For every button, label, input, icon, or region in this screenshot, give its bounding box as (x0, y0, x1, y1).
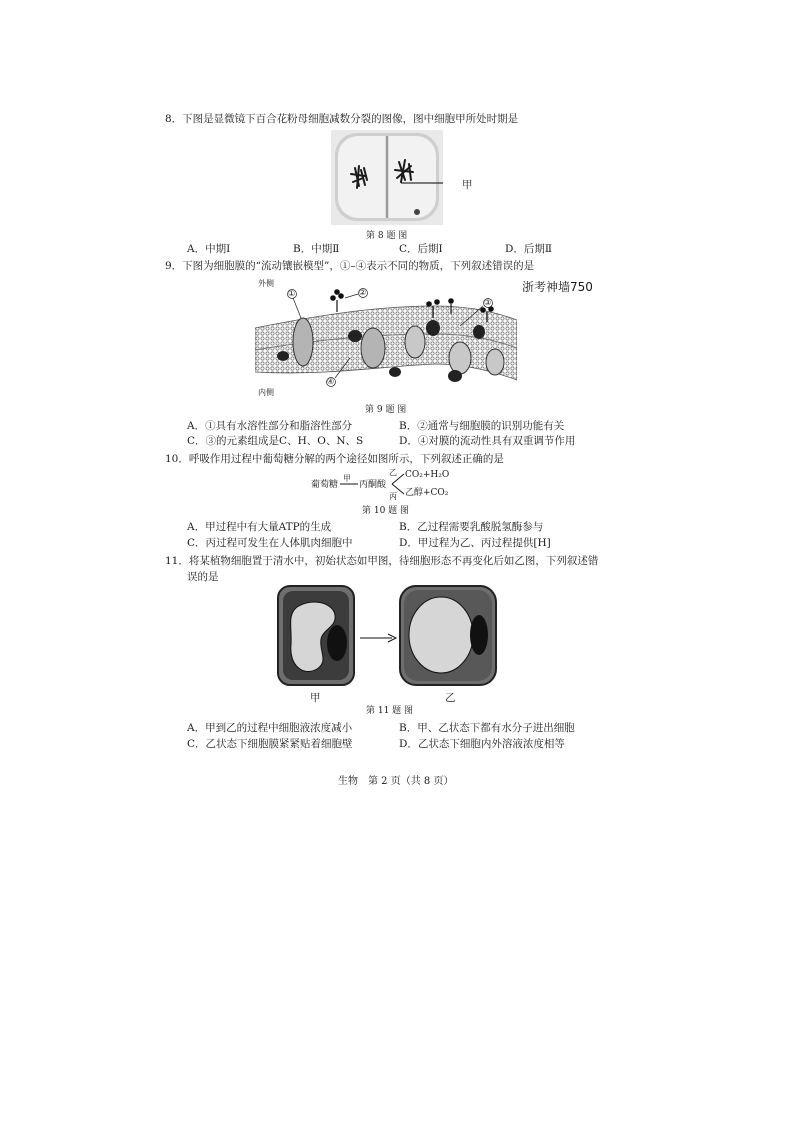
q10-stem: 10．呼吸作用过程中葡萄糖分解的两个途径如图所示，下列叙述正确的是 (165, 453, 504, 465)
q8-option-c[interactable]: C．后期Ⅰ (399, 243, 443, 255)
q9-option-d[interactable]: D．④对膜的流动性具有双重调节作用 (399, 435, 576, 447)
q8-option-d[interactable]: D．后期Ⅱ (505, 243, 553, 255)
q8-option-a[interactable]: A．中期Ⅰ (187, 243, 231, 255)
q9-marker-2: ② (359, 288, 367, 297)
q10-product-bing: 乙醇+CO₂ (405, 488, 449, 498)
q10-option-d[interactable]: D．甲过程为乙、丙过程提供[H] (399, 537, 551, 549)
q10-option-c[interactable]: C．丙过程可发生在人体肌肉细胞中 (187, 537, 353, 549)
q11-transition-arrow (358, 628, 398, 638)
q11-stem-line2: 误的是 (187, 571, 219, 583)
q10-step-yi: 乙 (389, 468, 397, 477)
q9-marker-3: ③ (484, 298, 492, 307)
q10-option-b[interactable]: B．乙过程需要乳酸脱氢酶参与 (399, 521, 544, 533)
q8-caption: 第 8 题 图 (366, 231, 408, 241)
q10-product-yi: CO₂+H₂O (405, 470, 450, 480)
q11-label-yi: 乙 (445, 692, 456, 704)
q9-caption: 第 9 题 图 (365, 405, 407, 415)
q11-option-a[interactable]: A．甲到乙的过程中细胞液浓度减小 (187, 722, 353, 734)
q10-glucose: 葡萄糖 (311, 480, 339, 490)
q10-step-bing: 丙 (389, 492, 397, 501)
q10-option-a[interactable]: A．甲过程中有大量ATP的生成 (187, 521, 332, 533)
q10-pyruvate: 丙酮酸 (359, 480, 387, 490)
q8-micrograph (331, 130, 443, 225)
q10-step-jia: 甲 (343, 474, 351, 483)
q10-caption: 第 10 题 图 (362, 506, 410, 516)
q8-option-b[interactable]: B．中期Ⅱ (293, 243, 340, 255)
q9-stem: 9．下图为细胞膜的“流动镶嵌模型”，①–④表示不同的物质，下列叙述错误的是 (165, 260, 535, 272)
page-footer: 生物 第 2 页（共 8 页） (338, 776, 454, 787)
q9-option-a[interactable]: A．①具有水溶性部分和脂溶性部分 (187, 420, 353, 432)
q11-option-c[interactable]: C．乙状态下细胞膜紧紧贴着细胞壁 (187, 738, 353, 750)
q11-stem-line1: 11．将某植物细胞置于清水中，初始状态如甲图，待细胞形态不再变化后如乙图，下列叙述错 (165, 555, 599, 567)
q8-stem: 8．下图是显微镜下百合花粉母细胞减数分裂的图像，图中细胞甲所处时期是 (165, 113, 519, 125)
q8-label-jia: 甲 (462, 179, 473, 191)
watermark-text: 浙考神墙750 (522, 280, 593, 294)
q9-marker-1: ① (288, 289, 296, 298)
q11-option-b[interactable]: B．甲、乙状态下都有水分子进出细胞 (399, 722, 575, 734)
q9-option-c[interactable]: C．③的元素组成是C、H、O、N、S (187, 435, 364, 447)
q9-inside-label: 内侧 (258, 388, 274, 397)
q11-caption: 第 11 题 图 (366, 706, 414, 716)
q9-option-b[interactable]: B．②通常与细胞膜的识别功能有关 (399, 420, 565, 432)
q11-cell-jia (277, 585, 355, 686)
q9-outside-label: 外侧 (258, 279, 274, 288)
q9-marker-4: ④ (327, 377, 335, 386)
q11-label-jia: 甲 (310, 692, 321, 704)
q11-cell-yi (399, 585, 497, 686)
q11-option-d[interactable]: D．乙状态下细胞内外溶液浓度相等 (399, 738, 565, 750)
